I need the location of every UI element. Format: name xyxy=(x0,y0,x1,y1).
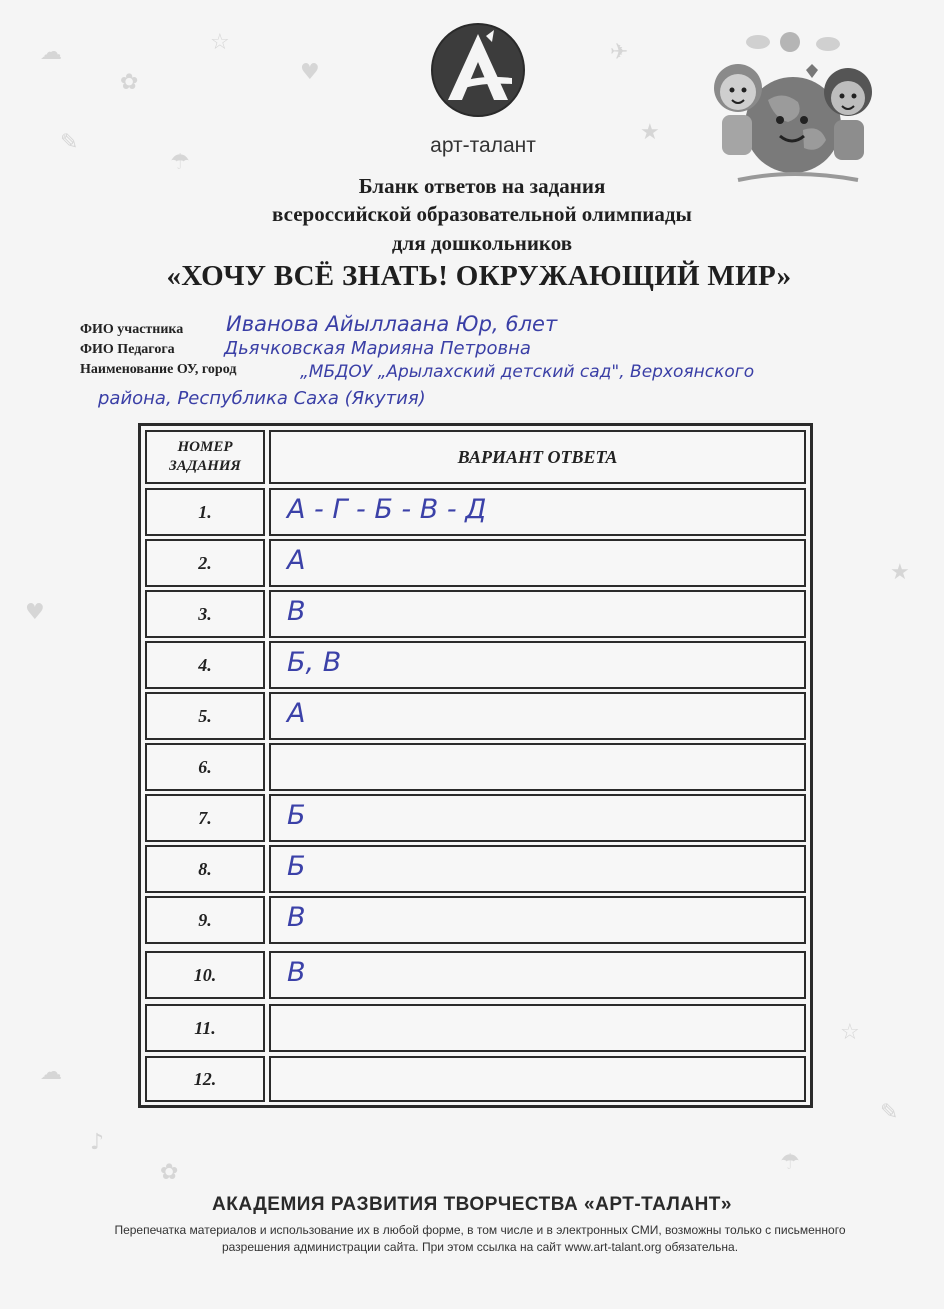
doodle-icon: ✎ xyxy=(880,1100,899,1125)
answer-cell[interactable] xyxy=(269,896,806,944)
table-row xyxy=(145,692,806,740)
answer-cell[interactable] xyxy=(269,1004,806,1052)
column-header-number xyxy=(145,430,265,484)
answer-text: А xyxy=(287,545,306,576)
task-number: 2. xyxy=(145,539,265,587)
answer-text: А - Г - Б - В - Д xyxy=(287,494,487,525)
answer-text: В xyxy=(287,596,306,627)
doodle-icon: ☂ xyxy=(170,150,190,175)
task-number: 12. xyxy=(145,1056,265,1102)
answer-cell[interactable] xyxy=(269,641,806,689)
task-number: 1. xyxy=(145,488,265,536)
table-row xyxy=(145,743,806,791)
column-header-number-line-1: НОМЕР xyxy=(177,439,233,455)
answer-cell[interactable] xyxy=(269,539,806,587)
doodle-icon: ☂ xyxy=(780,1150,800,1175)
answer-cell[interactable] xyxy=(269,1056,806,1102)
table-row xyxy=(145,896,806,944)
task-number: 4. xyxy=(145,641,265,689)
table-row xyxy=(145,1056,806,1102)
doodle-icon: ✿ xyxy=(160,1160,179,1185)
participant-value[interactable]: Иванова Айыллаана Юр, 6лет xyxy=(226,312,558,336)
doodle-icon: ✎ xyxy=(60,130,79,155)
doodle-icon: ★ xyxy=(640,120,660,145)
doodle-icon: ☆ xyxy=(840,1020,860,1045)
answer-cell[interactable] xyxy=(269,590,806,638)
task-number: 8. xyxy=(145,845,265,893)
task-number: 5. xyxy=(145,692,265,740)
answer-cell[interactable] xyxy=(269,692,806,740)
brand-name: арт-талант xyxy=(430,134,536,157)
task-number: 9. xyxy=(145,896,265,944)
answer-cell[interactable] xyxy=(269,845,806,893)
doodle-icon: ☁ xyxy=(40,40,62,65)
org-label: Наименование ОУ, город xyxy=(80,362,237,377)
doodle-icon: ☁ xyxy=(40,1060,62,1085)
answer-cell[interactable] xyxy=(269,743,806,791)
task-number: 3. xyxy=(145,590,265,638)
task-number: 10. xyxy=(145,951,265,999)
copyright-notice: Перепечатка материалов и использование их в любой форме, в том числе и в электронных СМИ, возможны только с письменного разрешения администрации сайта. При этом ссылка на сайт www.art-talant.org обязательна. xyxy=(114,1223,846,1254)
answer-text: А xyxy=(287,698,306,729)
doodle-icon: ♥ xyxy=(25,600,45,625)
task-number: 7. xyxy=(145,794,265,842)
task-number: 11. xyxy=(145,1004,265,1052)
answer-text: В xyxy=(287,957,306,988)
answer-text: Б, В xyxy=(287,647,342,678)
participant-label: ФИО участника xyxy=(80,322,184,337)
kids-globe-illustration xyxy=(708,20,878,192)
table-row xyxy=(145,1004,806,1052)
doodle-icon: ✿ xyxy=(120,70,139,95)
answer-text: В xyxy=(287,902,306,933)
answer-text: Б xyxy=(287,800,306,831)
doodle-icon: ★ xyxy=(890,560,910,585)
answer-cell[interactable] xyxy=(269,488,806,536)
teacher-label: ФИО Педагога xyxy=(80,342,175,357)
column-header-number-line-2: ЗАДАНИЯ xyxy=(169,458,241,474)
doodle-icon: ♥ xyxy=(300,60,320,85)
art-talant-logo xyxy=(428,20,528,120)
answer-cell[interactable] xyxy=(269,794,806,842)
answer-cell[interactable] xyxy=(269,951,806,999)
teacher-value[interactable]: Дьячковская Марияна Петровна xyxy=(224,338,531,359)
title-line-1: Бланк ответов на задания xyxy=(358,174,606,198)
doodle-icon: ✈ xyxy=(610,40,629,65)
table-row xyxy=(145,845,806,893)
org-value-line-2[interactable]: района, Республика Саха (Якутия) xyxy=(98,388,426,409)
title-line-3: для дошкольников xyxy=(391,231,573,255)
table-header-row xyxy=(145,430,806,484)
doodle-icon: ♪ xyxy=(90,1130,105,1155)
task-number: 6. xyxy=(145,743,265,791)
academy-name: АКАДЕМИЯ РАЗВИТИЯ ТВОРЧЕСТВА «АРТ-ТАЛАНТ» xyxy=(212,1194,732,1215)
title-line-2: всероссийской образовательной олимпиады xyxy=(272,202,692,226)
answer-text: Б xyxy=(287,851,306,882)
table-row xyxy=(145,641,806,689)
table-row xyxy=(145,539,806,587)
table-row xyxy=(145,794,806,842)
table-row xyxy=(145,590,806,638)
org-value-line-1[interactable]: „МБДОУ „Арылахский детский сад", Верхоянского xyxy=(300,362,755,382)
table-row xyxy=(145,951,806,999)
table-row xyxy=(145,488,806,536)
column-header-answer: ВАРИАНТ ОТВЕТА xyxy=(269,430,806,484)
doodle-icon: ☆ xyxy=(210,30,230,55)
answer-table xyxy=(138,423,813,1108)
olympiad-name: «ХОЧУ ВСЁ ЗНАТЬ! ОКРУЖАЮЩИЙ МИР» xyxy=(166,260,792,292)
